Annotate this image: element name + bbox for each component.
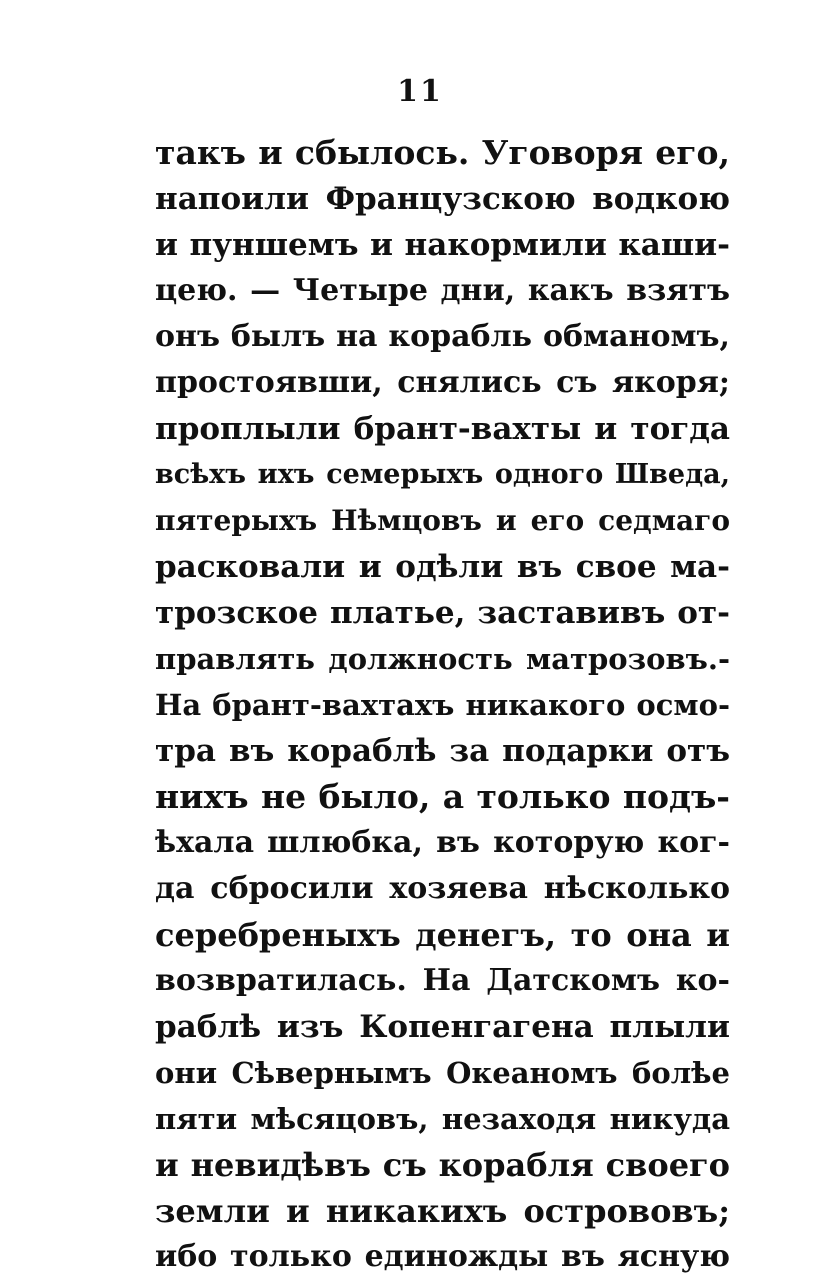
body-text (155, 130, 730, 1280)
text-line: онъ былъ на корабль обманомъ, (155, 319, 730, 354)
text-line: трозское платье, заставивъ от- (155, 595, 730, 631)
text-line: пятерыхъ Нѣмцовъ и его седмаго (155, 504, 730, 537)
text-line: расковали и одѣли въ свое ма- (155, 549, 730, 585)
text-line: такъ и сбылось. Уговоря его, (155, 133, 730, 172)
text-line: и невидѣвъ съ корабля своего (155, 1146, 730, 1184)
text-line: нихъ не было, а только подъ- (155, 777, 730, 816)
text-line: простоявши, снялись съ якоря; (155, 365, 730, 400)
text-line: серебреныхъ денегъ, то она и (155, 916, 730, 954)
text-line: На брант-вахтахъ никакого осмо- (155, 688, 730, 722)
text-line: они Сѣвернымъ Океаномъ болѣе (155, 1056, 730, 1090)
page-number: 11 (397, 74, 443, 109)
text-line: напоили Французскою водкою (155, 181, 730, 217)
text-line: тра въ кораблѣ за подарки отъ (155, 733, 730, 769)
text-line: земли и никакихъ островoвъ; (155, 1192, 730, 1230)
text-line: пяти мѣсяцовъ, незаходя никуда (155, 1102, 730, 1136)
text-line: ѣхала шлюбка, въ которую ког- (155, 825, 730, 860)
text-line: возвратилась. На Датскомъ ко- (155, 963, 730, 998)
text-line: ибо только единожды въ ясную (155, 1239, 730, 1274)
text-line: проплыли брант-вахты и тогда (155, 411, 730, 447)
text-line: да сбросили хозяева нѣсколько (155, 871, 730, 906)
text-line: правлять должность матрозовъ.- (155, 642, 730, 676)
text-line: и пуншемъ и накормили каши- (155, 227, 730, 263)
text-line: всѣхъ ихъ семерыхъ одного Шведа, (155, 459, 730, 490)
text-line: цею. — Четыре дни, какъ взятъ (155, 273, 730, 308)
text-line: раблѣ изъ Копенгагена плыли (155, 1009, 730, 1045)
